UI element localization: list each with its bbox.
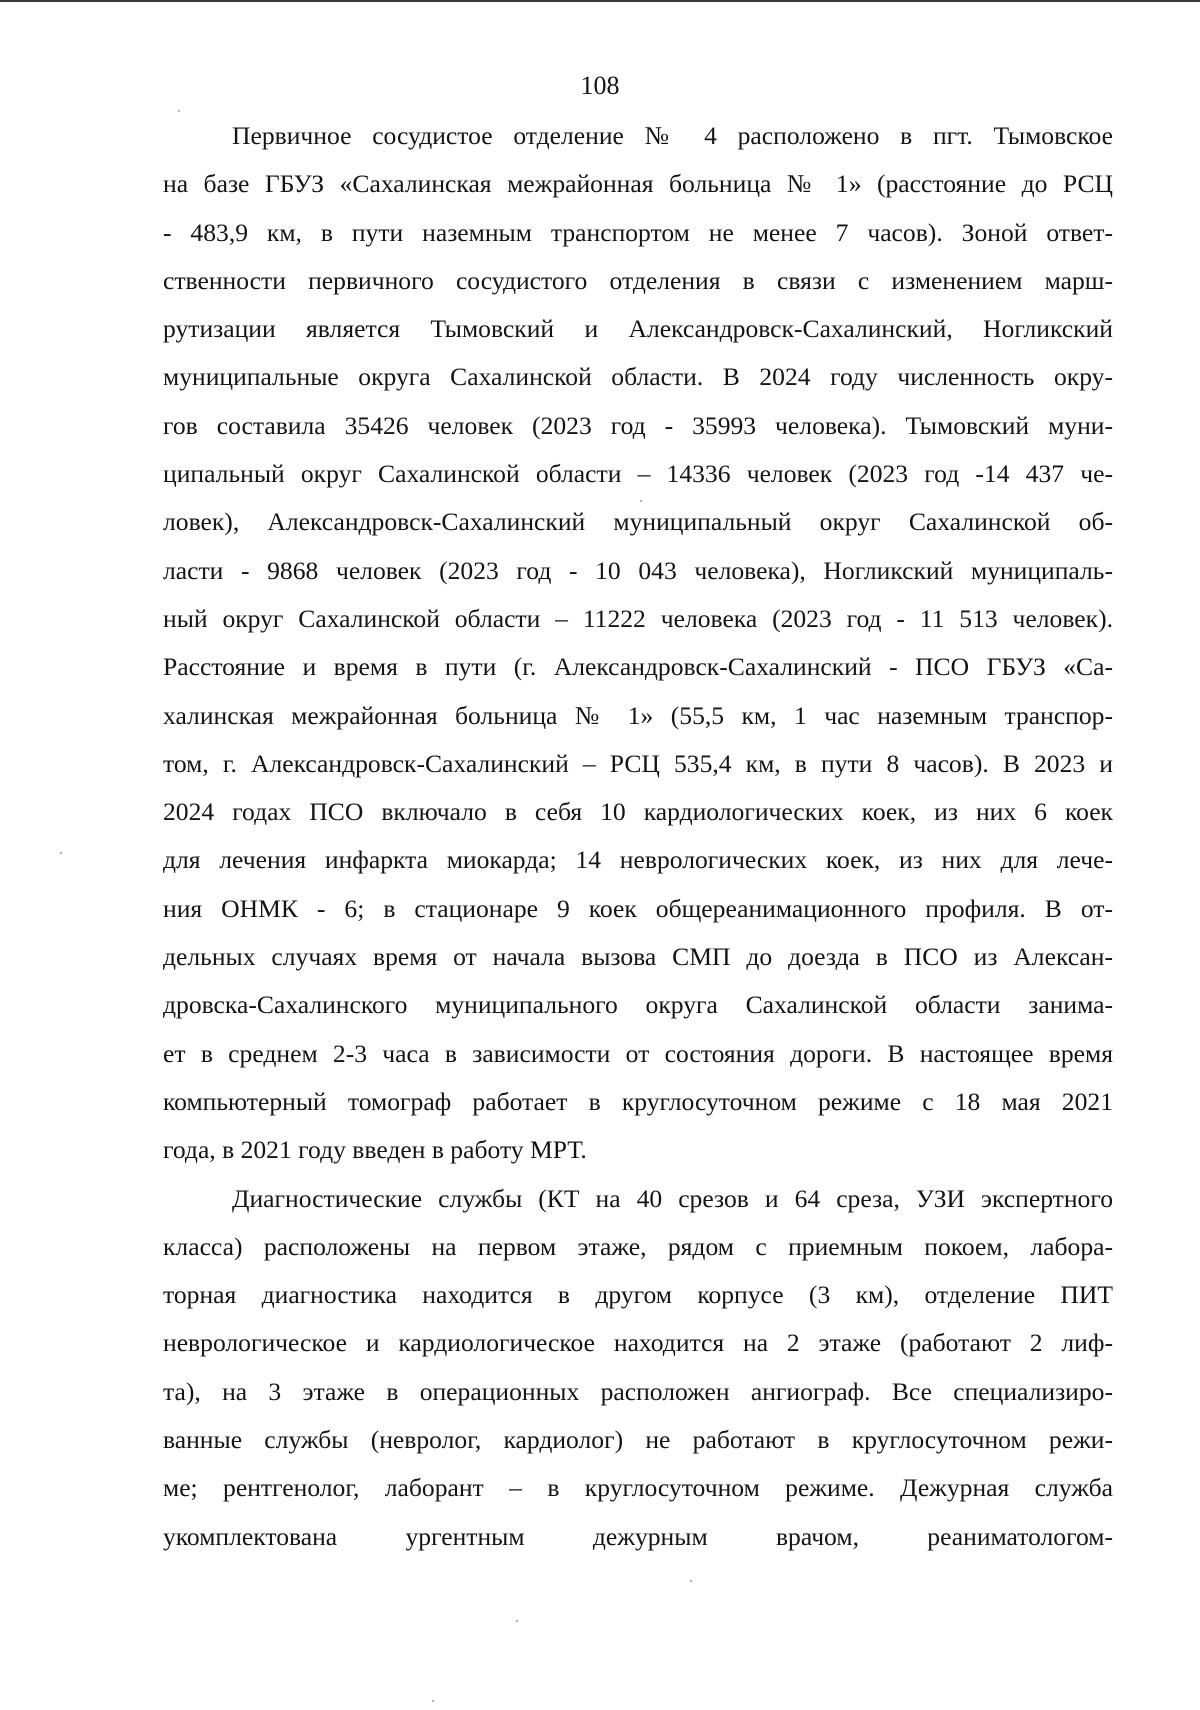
scan-speck — [60, 852, 62, 854]
text-line: торная диагностика находится в другом корпусе (3 км), отделение ПИТ — [163, 1280, 1113, 1310]
paragraph — [163, 1175, 1113, 1561]
text-line: Первичное сосудистое отделение № 4 расположено в пгт. Тымовское — [232, 121, 1113, 150]
text-line: муниципальные округа Сахалинской области. В 2024 году численность окру- — [163, 362, 1113, 392]
text-line: гов составила 35426 человек (2023 год - 35993 человека). Тымовский муни- — [163, 410, 1113, 440]
text-line: Диагностические службы (КТ на 40 срезов и 64 среза, УЗИ экспертного — [232, 1183, 1113, 1213]
text-line: ния ОНМК - 6; в стационаре 9 коек общереанимационного профиля. В от- — [163, 893, 1113, 923]
scan-speck — [516, 1620, 518, 1622]
text-line: 2024 годах ПСО включало в себя 10 кардиологических коек, из них 6 коек — [163, 797, 1113, 827]
scan-speck — [690, 1580, 692, 1582]
text-line: на базе ГБУЗ «Сахалинская межрайонная больница № 1» (расстояние до РСЦ — [163, 169, 1113, 199]
text-line: ципальный округ Сахалинской области – 14336 человек (2023 год -14 437 че- — [163, 459, 1113, 489]
text-line: ме; рентгенолог, лаборант – в круглосуточном режиме. Дежурная служба — [163, 1473, 1113, 1503]
text-line: том, г. Александровск-Сахалинский – РСЦ 535,4 км, в пути 8 часов). В 2023 и — [163, 748, 1113, 778]
text-line: ласти - 9868 человек (2023 год - 10 043 человека), Ногликский муниципаль- — [163, 555, 1113, 585]
text-line: дровска-Сахалинского муниципального округа Сахалинской области занима- — [163, 990, 1113, 1020]
document-body — [163, 112, 1113, 1561]
text-line: ственности первичного сосудистого отделения в связи с изменением марш- — [163, 265, 1113, 295]
text-line: халинская межрайонная больница № 1» (55,5 км, 1 час наземным транспор- — [163, 700, 1113, 730]
text-line: дельных случаях время от начала вызова СМП до доезда в ПСО из Алексан- — [163, 942, 1113, 972]
text-line: Расстояние и время в пути (г. Александровск-Сахалинский - ПСО ГБУЗ «Са- — [163, 652, 1113, 682]
text-line: неврологическое и кардиологическое находится на 2 этаже (работают 2 лиф- — [163, 1328, 1113, 1358]
scan-speck — [640, 500, 642, 502]
page-number: 108 — [580, 71, 620, 100]
text-line: класса) расположены на первом этаже, рядом с приемным покоем, лабора- — [163, 1231, 1113, 1261]
scan-top-edge — [0, 0, 1200, 2]
text-line: ет в среднем 2-3 часа в зависимости от состояния дороги. В настоящее время — [163, 1038, 1113, 1068]
text-line: для лечения инфаркта миокарда; 14 неврологических коек, из них для лече- — [163, 845, 1113, 875]
text-line: укомплектована ургентным дежурным врачом, реаниматологом- — [163, 1521, 1113, 1551]
scan-speck — [178, 110, 180, 112]
text-line: - 483,9 км, в пути наземным транспортом не менее 7 часов). Зоной ответ- — [163, 217, 1113, 247]
text-line: та), на 3 этаже в операционных расположен ангиограф. Все специализиро- — [163, 1376, 1113, 1406]
text-line: года, в 2021 году введен в работу МРТ. — [163, 1135, 587, 1165]
text-line: рутизации является Тымовский и Александровск-Сахалинский, Ногликский — [163, 314, 1113, 344]
paragraph — [163, 112, 1113, 1175]
text-line: ловек), Александровск-Сахалинский муниципальный округ Сахалинской об- — [163, 507, 1113, 537]
text-line: ный округ Сахалинской области – 11222 человека (2023 год - 11 513 человек). — [163, 603, 1113, 633]
text-line: ванные службы (невролог, кардиолог) не работают в круглосуточном режи- — [163, 1425, 1113, 1455]
scan-speck — [432, 1700, 434, 1702]
text-line: компьютерный томограф работает в круглосуточном режиме с 18 мая 2021 — [163, 1086, 1113, 1116]
